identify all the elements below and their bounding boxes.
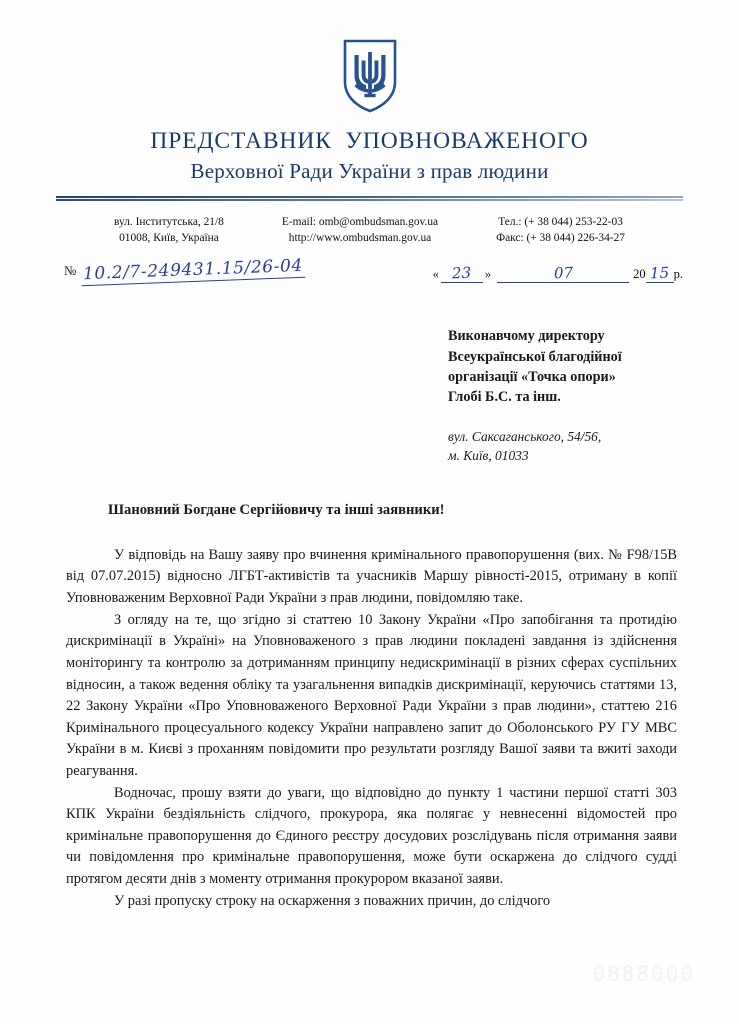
date-month-handwritten: 07 (553, 264, 573, 283)
letter-body (66, 545, 677, 912)
date-year-prefix: 20 (633, 267, 646, 282)
contact-info-row (0, 214, 739, 246)
ukraine-trident-coat-of-arms-icon (342, 38, 398, 114)
addressee-address-line1: вул. Саксаганського, 54/56, (448, 428, 602, 444)
contact-website: http://www.ombudsman.gov.ua (288, 232, 432, 245)
header-divider (56, 196, 683, 201)
addressee-line4: Глобі Б.С. та інш. (448, 388, 561, 405)
salutation: Шановний Богдане Сергійовичу та інші заявники! (108, 501, 445, 518)
organization-title-line2: Верховної Ради України з прав людини (190, 158, 549, 183)
addressee-address-block (0, 427, 739, 466)
date-month-underline (497, 264, 629, 283)
body-paragraph-4: У разі пропуску строку на оскарження з поважних причин, до слідчого (114, 892, 551, 909)
contact-address-block (114, 214, 224, 246)
letterhead (0, 0, 739, 184)
contact-address-line2: 01008, Київ, Україна (119, 232, 219, 245)
quote-close: » (484, 267, 492, 282)
body-paragraph-3: Водночас, прошу взяти до уваги, що відповідно до пункту 1 частини першої статті 303 КПК України бездіяльність слідчого, прокурора, яка полягає у невнесенні відомостей про кримінальне правопорушення до Єдиного реєстру досудових розслідувань після отримання заяви чи повідомлення про кримінальне правопорушення, може бути оскаржена до слідчого судді протягом десяти днів з моменту отримання прокурором вказаної заяви. (66, 784, 677, 887)
date-day-underline (441, 264, 483, 283)
reference-number-field (64, 256, 305, 285)
date-day-handwritten: 23 (452, 264, 472, 283)
scan-watermark-number: 0888000 (592, 962, 695, 986)
quote-open: « (432, 267, 439, 282)
divider-line-thin (56, 199, 683, 201)
date-year-handwritten: 15 (649, 264, 670, 283)
addressee-line1: Виконавчому директору (448, 328, 605, 345)
date-year-underline (646, 264, 674, 283)
contact-email: E-mail: omb@ombudsman.gov.ua (281, 215, 439, 228)
reference-number-handwritten: 10.2/7-249431.15/26-04 (81, 256, 306, 287)
addressee-line3: організації «Точка опори» (448, 368, 616, 385)
addressee-line2: Всеукраїнської благодійної (448, 348, 622, 365)
contact-phone-block (496, 214, 625, 246)
contact-web-block (282, 214, 438, 246)
contact-fax: Факс: (+ 38 044) 226-34-27 (496, 232, 625, 245)
contact-address-line1: вул. Інститутська, 21/8 (114, 215, 224, 228)
body-paragraph-1: У відповідь на Вашу заяву про вчинення кримінального правопорушення (вих. № F98/15В від 07.07.2015) відносно ЛГБТ-активістів та учасників Маршу рівності-2015, отриману в копії Уповноваженим Верховної Ради України з прав людини, повідомляю таке. (66, 546, 677, 607)
addressee-block (0, 326, 699, 407)
body-paragraph-2: З огляду на те, що згідно зі статтею 10 Закону України «Про запобігання та протидію дискримінації в Україні» на Уповноваженого з прав людини покладені завдання із здійснення моніторингу та контролю за дотриманням принципу недискримінації в різних сферах суспільних відносин, а також ведення обліку та узагальнення випадків дискримінації, керуючись статтями 13, 22 Закону України «Про Уповноваженого Верховної Ради України з прав людини», статтею 216 Кримінального процесуального кодексу України направлено запит до Оболонського РУ ГУ МВС України в м. Києві з проханням повідомити про результати розгляду Вашої заяви та вжиті заходи реагування. (66, 611, 677, 779)
date-year-suffix: р. (673, 267, 683, 282)
contact-phone: Тел.: (+ 38 044) 253-22-03 (498, 215, 623, 228)
organization-title-line1: ПРЕДСТАВНИК УПОВНОВАЖЕНОГО (150, 128, 589, 154)
reference-date-row (56, 256, 683, 296)
number-sign-label: № (64, 263, 77, 279)
addressee-address-line2: м. Київ, 01033 (448, 448, 529, 464)
date-field (431, 264, 683, 283)
